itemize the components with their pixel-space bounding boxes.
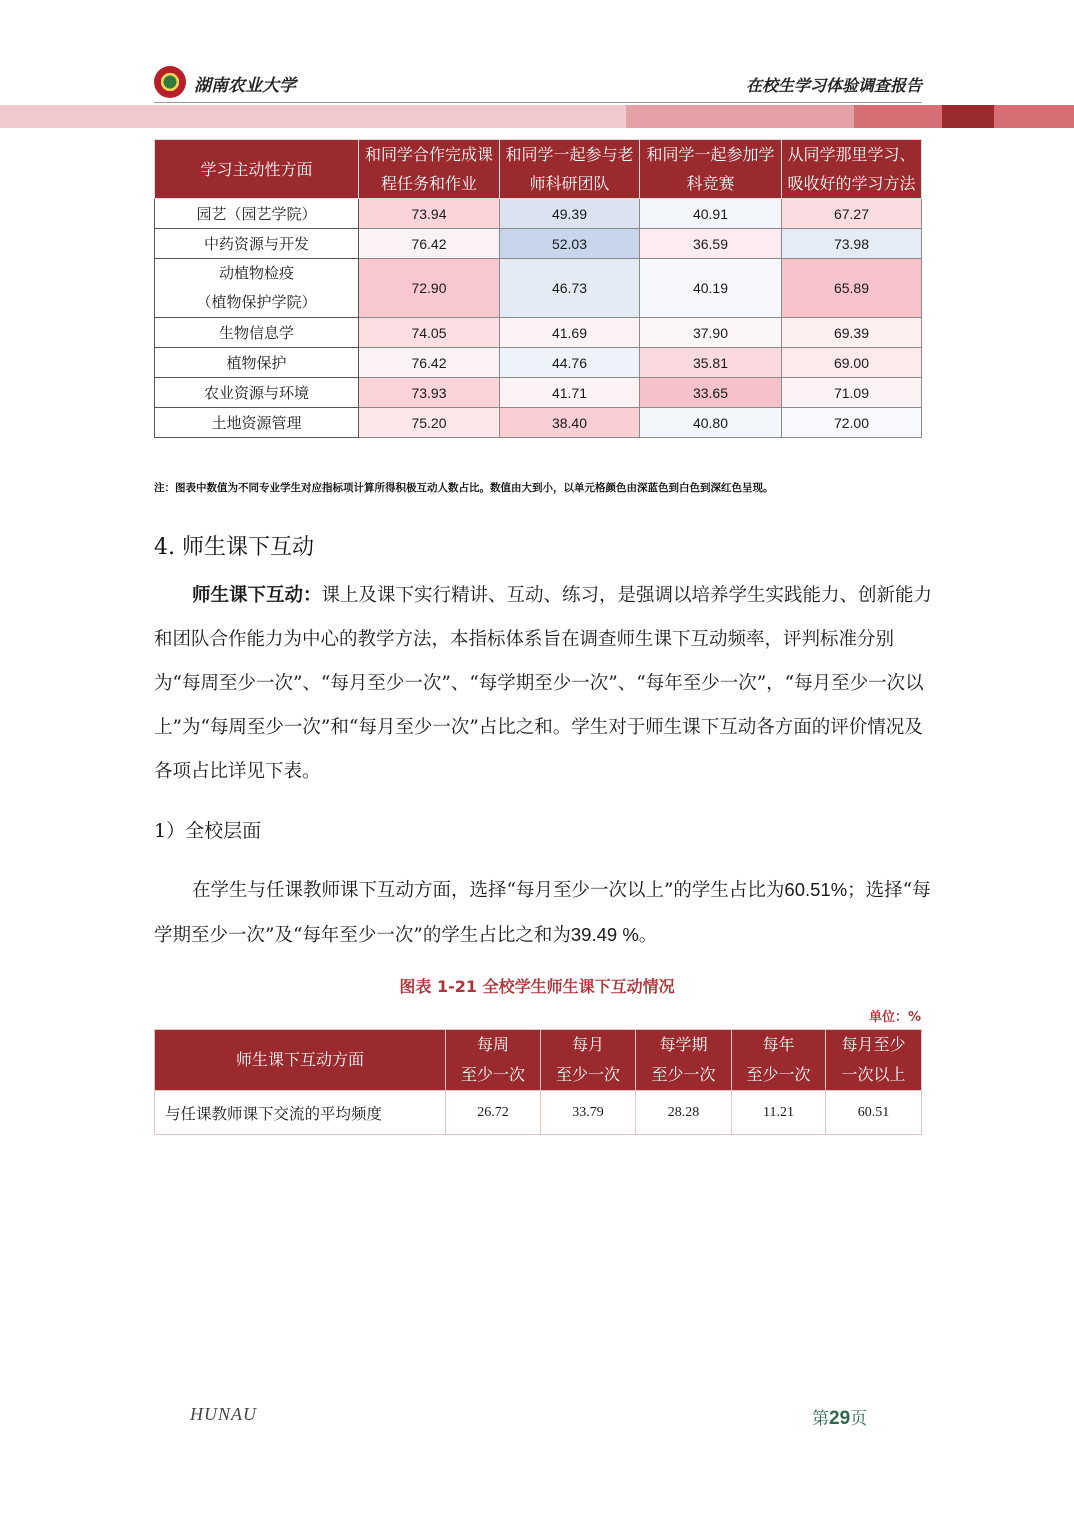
- unit-label: 单位：%: [868, 1010, 921, 1025]
- table-cell: 36.59: [640, 229, 782, 259]
- section-paragraph: [154, 574, 934, 794]
- table-cell: 46.73: [500, 259, 640, 318]
- header-line: 至少一次: [555, 1065, 620, 1084]
- header-line: 每月: [571, 1035, 604, 1054]
- header-band: [942, 105, 994, 128]
- table-header-row: [155, 140, 922, 199]
- page-suffix: 页: [850, 1409, 868, 1429]
- page-header: [0, 0, 1074, 130]
- row-label: 与任课教师课下交流的平均频度: [155, 1091, 446, 1135]
- paragraph-text: 课上及课下实行精讲、互动、练习，是强调以培养学生实践能力、创新能力和团队合作能力为中心的教学方法，本指标体系旨在调查师生课下互动频率，评判标准分别为“每周至少一次”、“每月至少一次”、“每学期至少一次”、“每年至少一次”，“每月至少一次以上”为“每周至少一次”和“每月至少一次”占比之和。学生对于师生课下互动各方面的评价情况及各项占比详见下表。: [154, 585, 933, 782]
- header-rule: [154, 102, 922, 103]
- table-row: [155, 318, 922, 348]
- sub-heading: 1）全校层面: [154, 820, 262, 842]
- column-header: 和同学一起参与老师科研团队: [500, 140, 640, 199]
- table-cell: 11.21: [732, 1091, 826, 1135]
- header-line: 至少一次: [651, 1065, 716, 1084]
- row-label: 农业资源与环境: [155, 378, 359, 408]
- column-header: [541, 1030, 636, 1091]
- table-cell: 74.05: [359, 318, 500, 348]
- footer-brand: HUNAU: [190, 1404, 257, 1424]
- table-row: [155, 378, 922, 408]
- header-line: 每学期: [659, 1035, 708, 1054]
- column-header: [446, 1030, 541, 1091]
- table-cell: 35.81: [640, 348, 782, 378]
- table-row: [155, 259, 922, 318]
- table-cell: 28.28: [636, 1091, 732, 1135]
- row-label: 园艺（园艺学院）: [155, 199, 359, 229]
- header-line: 至少一次: [460, 1065, 525, 1084]
- column-header: 和同学一起参加学科竞赛: [640, 140, 782, 199]
- table-cell: 75.20: [359, 408, 500, 438]
- header-line: 每年: [762, 1035, 795, 1054]
- table-cell: 72.00: [782, 408, 922, 438]
- table-cell: 60.51: [826, 1091, 922, 1135]
- table-cell: 67.27: [782, 199, 922, 229]
- table-row: [155, 408, 922, 438]
- header-line: 每周: [476, 1035, 509, 1054]
- column-header: 和同学合作完成课程任务和作业: [359, 140, 500, 199]
- column-header: 从同学那里学习、吸收好的学习方法: [782, 140, 922, 199]
- row-label: 植物保护: [155, 348, 359, 378]
- table-cell: 72.90: [359, 259, 500, 318]
- table-row: [155, 1091, 922, 1135]
- report-title: 在校生学习体验调查报告: [745, 76, 922, 95]
- university-name: 湖南农业大学: [194, 76, 296, 96]
- table-cell: 40.91: [640, 199, 782, 229]
- percentage-value: 60.51%: [784, 879, 848, 900]
- column-header: 师生课下互动方面: [155, 1030, 446, 1091]
- column-header: 学习主动性方面: [155, 140, 359, 199]
- table-cell: 44.76: [500, 348, 640, 378]
- table-cell: 65.89: [782, 259, 922, 318]
- table-cell: 40.80: [640, 408, 782, 438]
- row-label: 生物信息学: [155, 318, 359, 348]
- table-caption: 图表 1-21 全校学生师生课下互动情况: [399, 977, 675, 996]
- header-line: 一次以上: [841, 1065, 906, 1084]
- header-band: [0, 105, 626, 128]
- table-cell: 33.65: [640, 378, 782, 408]
- column-header: [636, 1030, 732, 1091]
- header-band: [994, 105, 1074, 128]
- table-note: 注：图表中数值为不同专业学生对应指标项计算所得积极互动人数占比。数值由大到小，以单元格颜色由深蓝色到白色到深红色呈现。: [154, 482, 774, 494]
- table-row: [155, 229, 922, 259]
- column-header: [826, 1030, 922, 1091]
- interaction-table: [154, 1029, 922, 1135]
- header-line: 至少一次: [746, 1065, 811, 1084]
- row-label: 中药资源与开发: [155, 229, 359, 259]
- table-cell: 76.42: [359, 229, 500, 259]
- table-cell: 52.03: [500, 229, 640, 259]
- university-logo-icon: [154, 66, 186, 98]
- page-value: 29: [829, 1408, 851, 1429]
- page-number: [812, 1404, 867, 1430]
- table-cell: 69.00: [782, 348, 922, 378]
- summary-paragraph: [154, 868, 934, 958]
- table-cell: 71.09: [782, 378, 922, 408]
- percentage-value: 39.49 %: [570, 924, 639, 945]
- learning-initiative-table: [154, 139, 922, 438]
- paragraph-text: 。: [638, 925, 658, 946]
- table-cell: 73.98: [782, 229, 922, 259]
- table-cell: 76.42: [359, 348, 500, 378]
- row-label-line: 动植物检疫: [218, 264, 294, 282]
- table-cell: 41.71: [500, 378, 640, 408]
- table-cell: 26.72: [446, 1091, 541, 1135]
- column-header: [732, 1030, 826, 1091]
- table-cell: 69.39: [782, 318, 922, 348]
- row-label: [155, 259, 359, 318]
- paragraph-text: 在学生与任课教师课下互动方面，选择“每月至少一次以上”的学生占比为: [192, 880, 785, 901]
- table-cell: 40.19: [640, 259, 782, 318]
- table-cell: 37.90: [640, 318, 782, 348]
- row-label: 土地资源管理: [155, 408, 359, 438]
- table-header-row: [155, 1030, 922, 1091]
- table-row: [155, 348, 922, 378]
- paragraph-text: ；选择“每学期至少一次”及“每年至少一次”的学生占比之和为: [154, 880, 931, 946]
- table-cell: 49.39: [500, 199, 640, 229]
- row-label-line: （植物保护学院）: [196, 293, 317, 311]
- paragraph-lead: 师生课下互动：: [192, 585, 322, 606]
- table-cell: 38.40: [500, 408, 640, 438]
- table-cell: 41.69: [500, 318, 640, 348]
- table-row: [155, 199, 922, 229]
- section-heading: 4. 师生课下互动: [154, 535, 314, 560]
- header-band: [854, 105, 942, 128]
- page-prefix: 第: [812, 1409, 829, 1429]
- table-cell: 73.93: [359, 378, 500, 408]
- header-band: [626, 105, 854, 128]
- table-cell: 33.79: [541, 1091, 636, 1135]
- table-cell: 73.94: [359, 199, 500, 229]
- header-line: 每月至少: [841, 1035, 906, 1054]
